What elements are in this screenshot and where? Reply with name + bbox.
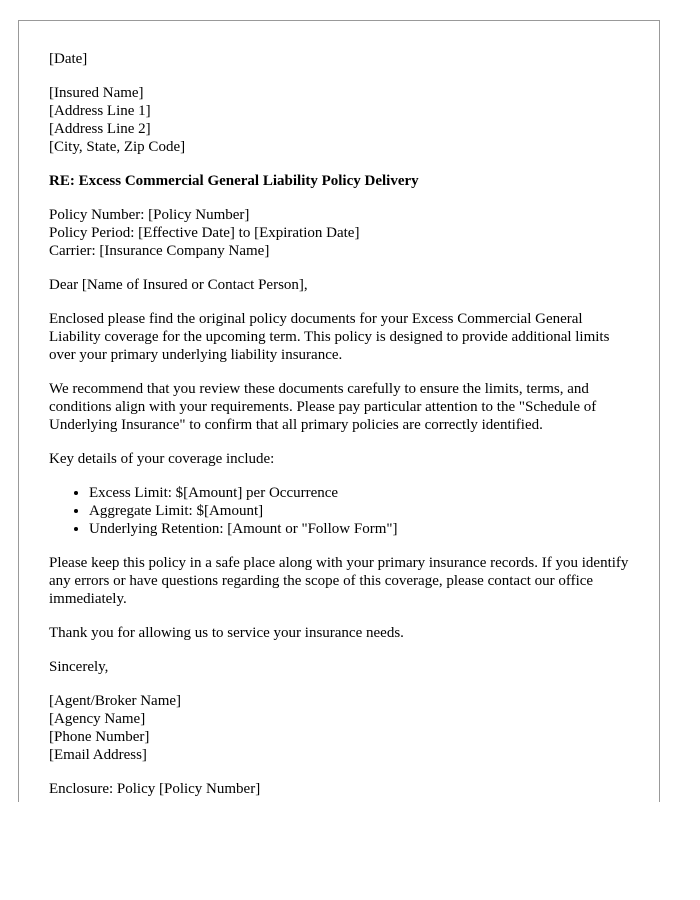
letter-date: [Date] — [49, 51, 88, 67]
carrier-line: Carrier: [Insurance Company Name] — [49, 243, 270, 259]
salutation: Dear [Name of Insured or Contact Person], — [49, 277, 308, 293]
address-line: [City, State, Zip Code] — [49, 139, 186, 155]
recipient-address — [49, 84, 629, 156]
letter-page — [18, 20, 660, 802]
phone-number: [Phone Number] — [49, 729, 150, 745]
paragraph-records: Please keep this policy in a safe place along with your primary insurance records. If you identify any errors or have questions regarding the scope of this coverage, please contact our office immediately. — [49, 555, 629, 607]
list-item: • Aggregate Limit: $[Amount] — [89, 502, 629, 520]
coverage-details-list — [49, 484, 629, 538]
list-item: • Underlying Retention: [Amount or "Follow Form"] — [89, 520, 629, 538]
details-intro: Key details of your coverage include: — [49, 451, 275, 467]
address-line: [Insured Name] — [49, 85, 144, 101]
address-line: [Address Line 2] — [49, 121, 151, 137]
address-line: [Address Line 1] — [49, 103, 151, 119]
list-item: • Excess Limit: $[Amount] per Occurrence — [89, 484, 629, 502]
agency-name: [Agency Name] — [49, 711, 146, 727]
thank-you-line: Thank you for allowing us to service your insurance needs. — [49, 625, 404, 641]
paragraph-intro: Enclosed please find the original policy documents for your Excess Commercial General Liability coverage for the upcoming term. This policy is designed to provide additional limits over your primary underlying liability insurance. — [49, 311, 610, 363]
paragraph-review: We recommend that you review these documents carefully to ensure the limits, terms, and conditions align with your requirements. Please pay particular attention to the "Schedule of Underlying Insurance" to confirm that all primary policies are correctly identified. — [49, 381, 597, 433]
agent-name: [Agent/Broker Name] — [49, 693, 182, 709]
policy-number-line: Policy Number: [Policy Number] — [49, 207, 250, 223]
closing: Sincerely, — [49, 659, 109, 675]
policy-period-line: Policy Period: [Effective Date] to [Expiration Date] — [49, 225, 360, 241]
subject-line: RE: Excess Commercial General Liability Policy Delivery — [49, 173, 419, 189]
policy-info — [49, 206, 629, 260]
signature-block — [49, 692, 629, 764]
email-address: [Email Address] — [49, 747, 147, 763]
enclosure-line: Enclosure: Policy [Policy Number] — [49, 781, 261, 797]
